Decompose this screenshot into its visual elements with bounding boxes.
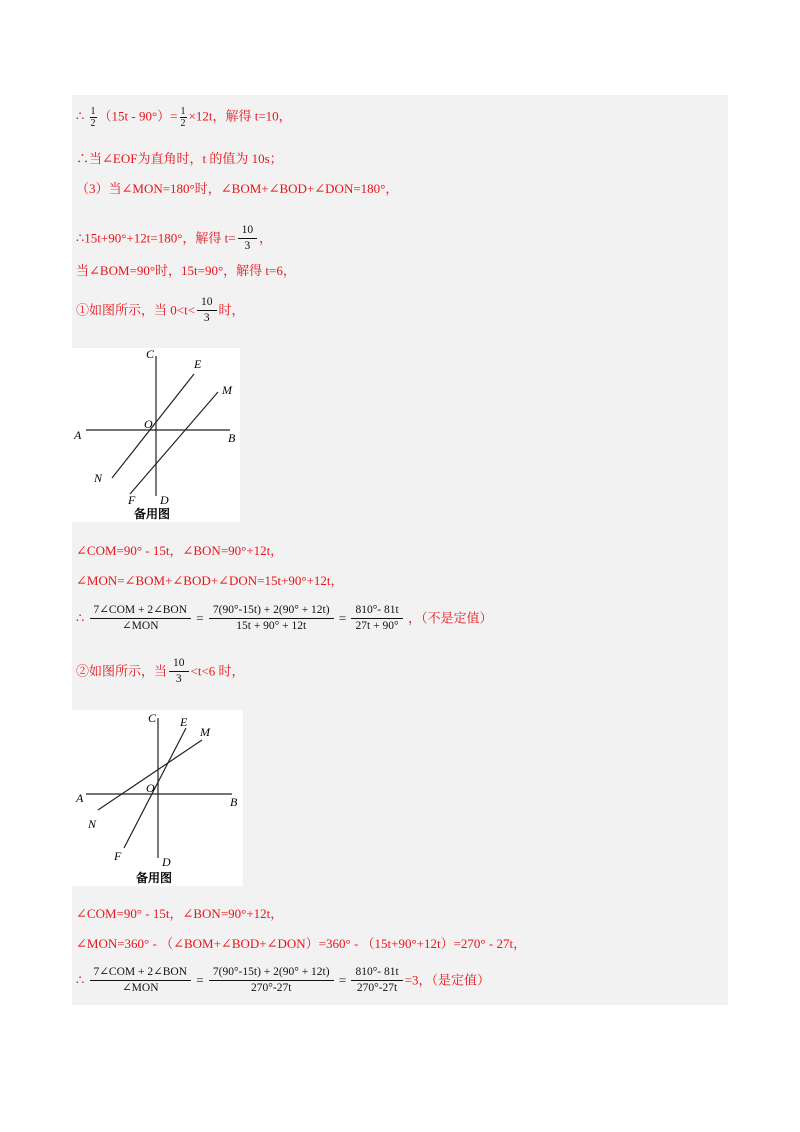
fraction-numerator: 7∠COM + 2∠BON <box>93 604 188 616</box>
label-B: B <box>230 795 238 809</box>
equation-text: 时， <box>218 302 245 318</box>
fraction-denominator: ∠MON <box>90 618 192 634</box>
fraction-denominator: 27t + 90° <box>351 618 402 634</box>
line-8: ∠MON=∠BOM+∠BOD+∠DON=15t+90°+12t， <box>76 573 344 588</box>
fraction-expanded <box>209 603 334 634</box>
label-A: A <box>74 428 82 442</box>
label-F: F <box>128 493 136 507</box>
conclusion-text: =3，（是定值） <box>404 972 491 988</box>
fraction-simplified <box>351 965 402 996</box>
fraction-denominator: 270°-27t <box>351 980 402 996</box>
fraction-denominator: 3 <box>169 671 189 687</box>
line-2: ∴当∠EOF为直角时，t 的值为 10s； <box>76 151 283 166</box>
geometry-diagram-1 <box>72 348 240 522</box>
fraction-simplified <box>351 603 402 634</box>
label-B: B <box>228 431 236 445</box>
line-1 <box>76 106 292 129</box>
therefore-symbol: ∴ <box>76 610 85 626</box>
fraction-numerator: 1 <box>180 106 186 117</box>
equals-sign: = <box>338 610 347 626</box>
fraction-numerator: 7(90°-15t) + 2(90° + 12t) <box>212 966 330 978</box>
fraction-numerator: 10 <box>241 224 254 236</box>
fraction-numerator: 1 <box>90 106 96 117</box>
figure-caption: 备用图 <box>136 871 173 885</box>
label-D: D <box>162 855 171 869</box>
line-4 <box>76 223 272 254</box>
label-F: F <box>114 849 122 863</box>
label-N: N <box>88 817 97 831</box>
fraction-expression <box>90 965 192 996</box>
fraction-denominator: 2 <box>180 118 186 129</box>
label-D: D <box>160 493 169 507</box>
fraction-expression <box>90 603 192 634</box>
conclusion-text: ，（不是定值） <box>407 610 493 626</box>
label-O: O <box>146 781 155 795</box>
fraction-denominator: 3 <box>197 310 217 326</box>
label-E: E <box>194 357 202 371</box>
fraction-denominator: ∠MON <box>90 980 192 996</box>
therefore-symbol: ∴ <box>76 108 85 124</box>
equals-sign: = <box>338 972 347 988</box>
line-5: 当∠BOM=90°时，15t=90°，解得 t=6， <box>76 263 296 278</box>
fraction-denominator: 2 <box>90 118 96 129</box>
fraction-numerator: 810°- 81t <box>355 966 399 978</box>
figure-caption: 备用图 <box>134 507 171 521</box>
equals-sign: = <box>196 610 204 626</box>
line-7: ∠COM=90° - 15t，∠BON=90°+12t， <box>76 543 284 558</box>
therefore-symbol: ∴ <box>76 972 85 988</box>
equals-sign: = <box>196 972 204 988</box>
label-C: C <box>148 711 157 725</box>
line-9 <box>76 603 492 634</box>
label-C: C <box>146 348 155 361</box>
line-11: ∠COM=90° - 15t，∠BON=90°+12t， <box>76 906 284 921</box>
fraction-denominator: 3 <box>238 238 258 254</box>
fraction-numerator: 10 <box>201 296 213 308</box>
label-N: N <box>94 471 103 485</box>
fraction-half-2 <box>180 106 187 129</box>
equation-text: ∴15t+90°+12t=180°，解得 t= <box>76 230 236 246</box>
fraction-ten-thirds <box>197 295 217 326</box>
equation-text: ②如图所示，当 <box>76 663 168 679</box>
label-M: M <box>200 725 210 739</box>
fraction-ten-thirds <box>238 223 258 254</box>
fraction-half <box>90 106 97 129</box>
fraction-numerator: 7(90°-15t) + 2(90° + 12t) <box>212 604 330 616</box>
line-13 <box>76 965 490 996</box>
line-12: ∠MON=360° - （∠BOM+∠BOD+∠DON）=360° - （15t+90°+12t）=270° - 27t， <box>76 936 527 951</box>
equation-text: （15t - 90°）= <box>98 108 178 124</box>
line-3: （3）当∠MON=180°时，∠BOM+∠BOD+∠DON=180°， <box>76 181 399 196</box>
fraction-denominator: 270°-27t <box>209 980 334 996</box>
figure-2 <box>72 710 243 886</box>
geometry-diagram-2 <box>72 710 243 886</box>
fraction-ten-thirds <box>169 656 189 687</box>
equation-text: ， <box>259 230 273 246</box>
label-M: M <box>222 383 232 397</box>
label-A: A <box>76 791 84 805</box>
line-6 <box>76 295 245 326</box>
equation-text: <t<6 时， <box>190 663 245 679</box>
equation-text: ①如图所示，当 0<t< <box>76 302 196 318</box>
fraction-denominator: 15t + 90° + 12t <box>209 618 334 634</box>
fraction-numerator: 7∠COM + 2∠BON <box>93 966 188 978</box>
fraction-numerator: 10 <box>173 657 185 669</box>
line-10 <box>76 656 245 687</box>
fraction-numerator: 810°- 81t <box>355 604 399 616</box>
label-O: O <box>144 417 153 431</box>
figure-1 <box>72 348 240 522</box>
fraction-expanded <box>209 965 334 996</box>
equation-text: ×12t，解得 t=10， <box>188 108 292 124</box>
label-E: E <box>180 715 188 729</box>
